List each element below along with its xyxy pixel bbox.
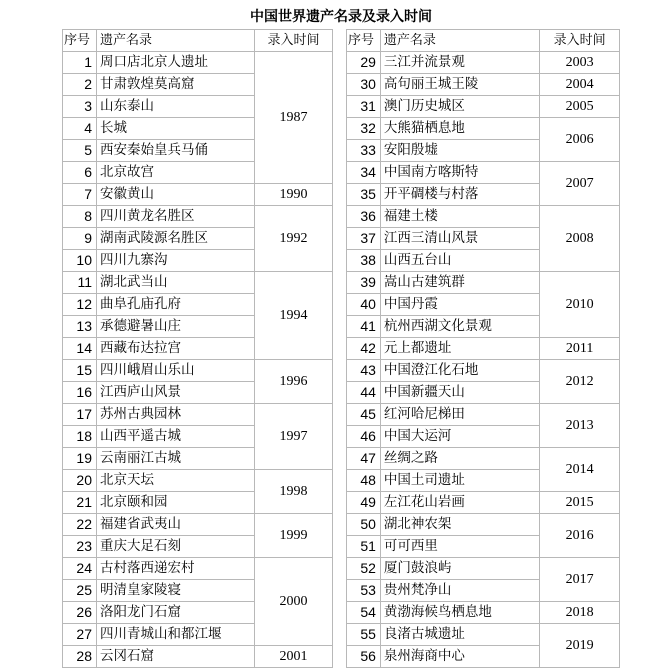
heritage-name: 西藏布达拉宫 (97, 338, 255, 360)
row-number: 44 (347, 382, 381, 404)
inscription-year: 2017 (540, 558, 620, 602)
heritage-name: 贵州梵净山 (380, 580, 539, 602)
row-number: 21 (63, 492, 97, 514)
heritage-name: 洛阳龙门石窟 (97, 602, 255, 624)
heritage-name: 承德避暑山庄 (97, 316, 255, 338)
heritage-name: 中国南方喀斯特 (380, 162, 539, 184)
table-row (63, 272, 333, 294)
heritage-name: 良渚古城遗址 (380, 624, 539, 646)
row-number: 13 (63, 316, 97, 338)
header-no: 序号 (347, 30, 381, 52)
row-number: 14 (63, 338, 97, 360)
heritage-name: 高句丽王城王陵 (380, 74, 539, 96)
header-name: 遗产名录 (97, 30, 255, 52)
heritage-name: 中国大运河 (380, 426, 539, 448)
table-row (347, 206, 620, 228)
inscription-year: 2005 (540, 96, 620, 118)
table-row (63, 470, 333, 492)
heritage-name: 湖南武陵源名胜区 (97, 228, 255, 250)
row-number: 47 (347, 448, 381, 470)
row-number: 23 (63, 536, 97, 558)
inscription-year: 1999 (255, 514, 333, 558)
row-number: 42 (347, 338, 381, 360)
row-number: 2 (63, 74, 97, 96)
inscription-year: 1990 (255, 184, 333, 206)
row-number: 36 (347, 206, 381, 228)
heritage-name: 四川峨眉山乐山 (97, 360, 255, 382)
heritage-name: 中国丹霞 (380, 294, 539, 316)
inscription-year: 2014 (540, 448, 620, 492)
heritage-name: 杭州西湖文化景观 (380, 316, 539, 338)
heritage-name: 左江花山岩画 (380, 492, 539, 514)
row-number: 33 (347, 140, 381, 162)
heritage-name: 厦门鼓浪屿 (380, 558, 539, 580)
row-number: 41 (347, 316, 381, 338)
header-year: 录入时间 (540, 30, 620, 52)
spreadsheet (62, 6, 620, 666)
row-number: 56 (347, 646, 381, 668)
heritage-name: 中国澄江化石地 (380, 360, 539, 382)
row-number: 38 (347, 250, 381, 272)
heritage-name: 可可西里 (380, 536, 539, 558)
table-row (347, 162, 620, 184)
heritage-name: 泉州海商中心 (380, 646, 539, 668)
table-row (347, 96, 620, 118)
row-number: 52 (347, 558, 381, 580)
inscription-year: 2011 (540, 338, 620, 360)
inscription-year: 2008 (540, 206, 620, 272)
row-number: 19 (63, 448, 97, 470)
inscription-year: 2010 (540, 272, 620, 338)
table-row (347, 360, 620, 382)
inscription-year: 2004 (540, 74, 620, 96)
inscription-year: 2012 (540, 360, 620, 404)
heritage-name: 开平碉楼与村落 (380, 184, 539, 206)
row-number: 8 (63, 206, 97, 228)
inscription-year: 2016 (540, 514, 620, 558)
heritage-name: 湖北神农架 (380, 514, 539, 536)
row-number: 37 (347, 228, 381, 250)
heritage-name: 湖北武当山 (97, 272, 255, 294)
inscription-year: 2019 (540, 624, 620, 668)
inscription-year: 2013 (540, 404, 620, 448)
heritage-name: 嵩山古建筑群 (380, 272, 539, 294)
heritage-name: 大熊猫栖息地 (380, 118, 539, 140)
row-number: 18 (63, 426, 97, 448)
row-number: 25 (63, 580, 97, 602)
heritage-name: 云冈石窟 (97, 646, 255, 668)
row-number: 53 (347, 580, 381, 602)
heritage-name: 江西三清山风景 (380, 228, 539, 250)
table-row (63, 206, 333, 228)
heritage-name: 中国土司遗址 (380, 470, 539, 492)
heritage-name: 安阳殷墟 (380, 140, 539, 162)
heritage-name: 重庆大足石刻 (97, 536, 255, 558)
heritage-name: 云南丽江古城 (97, 448, 255, 470)
table-row (63, 404, 333, 426)
inscription-year: 2006 (540, 118, 620, 162)
heritage-name: 古村落西递宏村 (97, 558, 255, 580)
inscription-year: 1994 (255, 272, 333, 360)
table-row (347, 74, 620, 96)
heritage-name: 西安秦始皇兵马俑 (97, 140, 255, 162)
heritage-name: 山东泰山 (97, 96, 255, 118)
heritage-name: 四川黄龙名胜区 (97, 206, 255, 228)
table-row (347, 624, 620, 646)
inscription-year: 1998 (255, 470, 333, 514)
inscription-year: 2015 (540, 492, 620, 514)
row-number: 28 (63, 646, 97, 668)
row-number: 22 (63, 514, 97, 536)
heritage-name: 澳门历史城区 (380, 96, 539, 118)
row-number: 40 (347, 294, 381, 316)
heritage-name: 安徽黄山 (97, 184, 255, 206)
table-row (63, 646, 333, 668)
heritage-name: 北京故宫 (97, 162, 255, 184)
table-row (63, 360, 333, 382)
row-number: 49 (347, 492, 381, 514)
heritage-name: 福建土楼 (380, 206, 539, 228)
table-row (63, 514, 333, 536)
table-row (63, 184, 333, 206)
heritage-table-left (62, 29, 333, 668)
heritage-name: 江西庐山风景 (97, 382, 255, 404)
heritage-name: 福建省武夷山 (97, 514, 255, 536)
row-number: 11 (63, 272, 97, 294)
row-number: 35 (347, 184, 381, 206)
heritage-name: 苏州古典园林 (97, 404, 255, 426)
heritage-name: 山西平遥古城 (97, 426, 255, 448)
row-number: 10 (63, 250, 97, 272)
row-number: 34 (347, 162, 381, 184)
row-number: 3 (63, 96, 97, 118)
row-number: 17 (63, 404, 97, 426)
row-number: 39 (347, 272, 381, 294)
row-number: 27 (63, 624, 97, 646)
table-row (63, 558, 333, 580)
heritage-name: 北京颐和园 (97, 492, 255, 514)
heritage-name: 四川青城山和都江堰 (97, 624, 255, 646)
heritage-name: 中国新疆天山 (380, 382, 539, 404)
heritage-name: 元上都遗址 (380, 338, 539, 360)
row-number: 31 (347, 96, 381, 118)
row-number: 51 (347, 536, 381, 558)
header-year: 录入时间 (255, 30, 333, 52)
row-number: 24 (63, 558, 97, 580)
table-row (347, 52, 620, 74)
heritage-name: 黄渤海候鸟栖息地 (380, 602, 539, 624)
header-row (347, 30, 620, 52)
table-row (347, 338, 620, 360)
row-number: 4 (63, 118, 97, 140)
heritage-name: 红河哈尼梯田 (380, 404, 539, 426)
row-number: 30 (347, 74, 381, 96)
table-row (347, 602, 620, 624)
table-row (63, 52, 333, 74)
inscription-year: 2018 (540, 602, 620, 624)
row-number: 12 (63, 294, 97, 316)
table-row (347, 558, 620, 580)
heritage-name: 长城 (97, 118, 255, 140)
header-name: 遗产名录 (380, 30, 539, 52)
heritage-name: 曲阜孔庙孔府 (97, 294, 255, 316)
header-row (63, 30, 333, 52)
row-number: 9 (63, 228, 97, 250)
header-no: 序号 (63, 30, 97, 52)
heritage-name: 山西五台山 (380, 250, 539, 272)
row-number: 43 (347, 360, 381, 382)
table-row (347, 448, 620, 470)
heritage-name: 周口店北京人遗址 (97, 52, 255, 74)
row-number: 46 (347, 426, 381, 448)
heritage-name: 丝绸之路 (380, 448, 539, 470)
row-number: 15 (63, 360, 97, 382)
row-number: 32 (347, 118, 381, 140)
inscription-year: 2003 (540, 52, 620, 74)
row-number: 20 (63, 470, 97, 492)
heritage-name: 四川九寨沟 (97, 250, 255, 272)
inscription-year: 2007 (540, 162, 620, 206)
row-number: 16 (63, 382, 97, 404)
heritage-table-right (346, 29, 620, 668)
heritage-name: 明清皇家陵寝 (97, 580, 255, 602)
inscription-year: 2000 (255, 558, 333, 646)
inscription-year: 1992 (255, 206, 333, 272)
inscription-year: 1997 (255, 404, 333, 470)
sheet-title: 中国世界遗产名录及录入时间 (250, 9, 432, 25)
table-row (347, 272, 620, 294)
inscription-year: 1987 (255, 52, 333, 184)
row-number: 55 (347, 624, 381, 646)
table-row (347, 404, 620, 426)
row-number: 45 (347, 404, 381, 426)
heritage-name: 三江并流景观 (380, 52, 539, 74)
row-number: 1 (63, 52, 97, 74)
row-number: 48 (347, 470, 381, 492)
row-number: 7 (63, 184, 97, 206)
row-number: 6 (63, 162, 97, 184)
table-row (347, 492, 620, 514)
row-number: 50 (347, 514, 381, 536)
inscription-year: 1996 (255, 360, 333, 404)
row-number: 54 (347, 602, 381, 624)
inscription-year: 2001 (255, 646, 333, 668)
row-number: 29 (347, 52, 381, 74)
row-number: 26 (63, 602, 97, 624)
heritage-name: 甘肃敦煌莫高窟 (97, 74, 255, 96)
heritage-name: 北京天坛 (97, 470, 255, 492)
table-row (347, 118, 620, 140)
row-number: 5 (63, 140, 97, 162)
table-row (347, 514, 620, 536)
